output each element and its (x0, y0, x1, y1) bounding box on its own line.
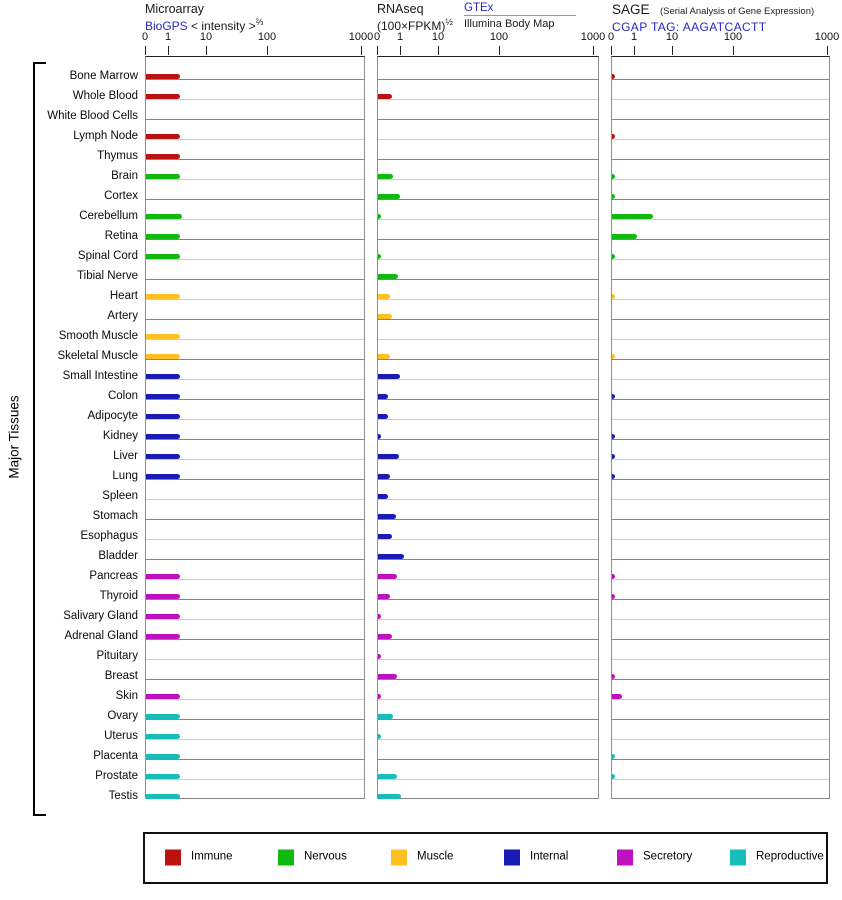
row-line (378, 439, 598, 440)
row-line (146, 259, 364, 260)
row-line (146, 319, 364, 320)
row-line (146, 739, 364, 740)
row-line (378, 739, 598, 740)
tissue-label: Artery (107, 310, 138, 322)
row-line (146, 179, 364, 180)
tissue-label: White Blood Cells (47, 110, 138, 122)
axis-tick (168, 46, 169, 55)
row-line (612, 439, 829, 440)
tissue-label: Placenta (93, 750, 138, 762)
row-line (612, 679, 829, 680)
row-line (146, 519, 364, 520)
row-line (378, 759, 598, 760)
row-line (378, 639, 598, 640)
rnaseq-bar-stomach (378, 514, 396, 519)
microarray-bar-skeletal-muscle (146, 354, 180, 359)
row-line (146, 659, 364, 660)
microarray-bar-brain (146, 174, 180, 179)
tissue-label: Colon (107, 390, 138, 402)
microarray-panel (145, 56, 365, 799)
biogps-link[interactable]: BioGPS (145, 19, 188, 33)
row-line (146, 279, 364, 280)
microarray-header (145, 2, 263, 33)
row-line (378, 499, 598, 500)
row-line (612, 559, 829, 560)
row-line (378, 619, 598, 620)
tissue-label: Skin (115, 690, 138, 702)
tissue-label: Prostate (95, 770, 138, 782)
row-line (612, 279, 829, 280)
sage-bar-breast (612, 674, 615, 679)
microarray-title: Microarray (145, 2, 205, 16)
legend-label: Internal (530, 850, 569, 863)
rnaseq-bar-cortex (378, 194, 400, 199)
rnaseq-bar-artery (378, 314, 392, 319)
legend-item-immune (165, 850, 275, 867)
tissue-label: Heart (109, 290, 138, 302)
row-line (612, 759, 829, 760)
microarray-bar-spinal-cord (146, 254, 180, 259)
rnaseq-bar-lung (378, 474, 390, 479)
row-line (378, 359, 598, 360)
row-line (612, 339, 829, 340)
illumina-body-map-label: Illumina Body Map (464, 18, 555, 30)
axis-tick-label: 10 (199, 31, 213, 43)
tissue-label: Bladder (98, 550, 138, 562)
sage-bar-prostate (612, 774, 615, 779)
cgap-link[interactable]: CGAP (612, 20, 648, 34)
microarray-bar-adipocyte (146, 414, 180, 419)
tissue-label: Adrenal Gland (64, 630, 138, 642)
row-line (612, 419, 829, 420)
microarray-bar-skin (146, 694, 180, 699)
row-line (146, 379, 364, 380)
rnaseq-panel (377, 56, 599, 799)
gtex-header (464, 2, 576, 30)
microarray-bar-testis (146, 794, 180, 799)
row-line (612, 639, 829, 640)
row-line (612, 139, 829, 140)
rnaseq-bar-pituitary (378, 654, 381, 659)
microarray-bar-cerebellum (146, 214, 182, 219)
legend-swatch-nervous (278, 850, 294, 866)
axis-tick-label: 0 (607, 31, 615, 43)
axis-tick (733, 46, 734, 55)
row-line (612, 79, 829, 80)
rnaseq-bar-cerebellum (378, 214, 381, 219)
axis-tick-label: 0 (373, 31, 381, 43)
rnaseq-bar-breast (378, 674, 397, 679)
row-line (378, 259, 598, 260)
row-line (378, 379, 598, 380)
tissue-label: Thyroid (99, 590, 138, 602)
rnaseq-bar-pancreas (378, 574, 397, 579)
row-line (146, 719, 364, 720)
rnaseq-bar-brain (378, 174, 393, 179)
microarray-bar-thymus (146, 154, 180, 159)
row-line (146, 699, 364, 700)
sage-bar-cerebellum (612, 214, 653, 219)
row-line (612, 699, 829, 700)
rnaseq-bar-bladder (378, 554, 404, 559)
tissue-label: Bone Marrow (69, 70, 138, 82)
tissue-label: Whole Blood (72, 90, 138, 102)
row-line (378, 119, 598, 120)
axis-tick (400, 46, 401, 55)
axis-tick (593, 46, 594, 55)
tissue-label: Liver (113, 450, 138, 462)
row-line (378, 659, 598, 660)
rnaseq-bar-spinal-cord (378, 254, 381, 259)
sage-bar-lymph-node (612, 134, 615, 139)
sage-bar-thyroid (612, 594, 615, 599)
row-line (146, 579, 364, 580)
microarray-bar-smooth-muscle (146, 334, 180, 339)
row-line (378, 199, 598, 200)
axis-tick-label: 10 (431, 31, 445, 43)
row-line (612, 99, 829, 100)
tissue-label: Salivary Gland (63, 610, 138, 622)
row-line (612, 779, 829, 780)
row-line (378, 798, 598, 799)
row-line (146, 99, 364, 100)
microarray-bar-retina (146, 234, 180, 239)
row-line (146, 299, 364, 300)
row-line (146, 439, 364, 440)
tissue-label: Esophagus (80, 530, 138, 542)
sage-bar-retina (612, 234, 637, 239)
legend (143, 832, 828, 884)
tissue-label: Pituitary (96, 650, 138, 662)
row-line (612, 659, 829, 660)
row-line (612, 399, 829, 400)
row-line (146, 119, 364, 120)
axis-tick (206, 46, 207, 55)
tissue-label: Kidney (102, 430, 138, 442)
row-line (146, 459, 364, 460)
axis-tick-label: 1000 (814, 31, 840, 43)
sage-title: SAGE (612, 2, 650, 17)
axis-tick (672, 46, 673, 55)
rnaseq-bar-testis (378, 794, 401, 799)
row-line (612, 619, 829, 620)
row-line (146, 239, 364, 240)
row-line (378, 479, 598, 480)
rnaseq-bar-adrenal-gland (378, 634, 392, 639)
microarray-bar-prostate (146, 774, 180, 779)
row-line (378, 139, 598, 140)
row-line (146, 619, 364, 620)
legend-label: Secretory (643, 850, 693, 863)
row-line (612, 219, 829, 220)
row-line (146, 499, 364, 500)
rnaseq-bar-prostate (378, 774, 397, 779)
row-line (378, 159, 598, 160)
gtex-link[interactable]: GTEx (464, 2, 494, 14)
row-line (612, 539, 829, 540)
rnaseq-bar-tibial-nerve (378, 274, 398, 279)
legend-swatch-reproductive (730, 850, 746, 866)
rnaseq-bar-skeletal-muscle (378, 354, 390, 359)
axis-tick-label: 100 (489, 31, 509, 43)
row-line (612, 739, 829, 740)
legend-item-muscle (391, 850, 501, 867)
row-line (378, 239, 598, 240)
row-line (146, 359, 364, 360)
row-line (612, 599, 829, 600)
sage-header (612, 1, 814, 34)
sage-bar-heart (612, 294, 615, 299)
row-line (378, 699, 598, 700)
legend-label: Immune (191, 850, 233, 863)
tissue-label: Tibial Nerve (77, 270, 138, 282)
legend-swatch-internal (504, 850, 520, 866)
row-line (146, 219, 364, 220)
tissue-label: Breast (104, 670, 138, 682)
row-line (612, 319, 829, 320)
microarray-bar-placenta (146, 754, 180, 759)
sage-bar-kidney (612, 434, 615, 439)
row-line (612, 119, 829, 120)
tissue-label: Ovary (107, 710, 138, 722)
legend-swatch-muscle (391, 850, 407, 866)
axis-tick (377, 46, 378, 55)
sage-bar-liver (612, 454, 615, 459)
tissue-label: Spleen (102, 490, 138, 502)
row-line (378, 99, 598, 100)
legend-item-internal (504, 850, 614, 867)
row-line (378, 319, 598, 320)
row-line (378, 599, 598, 600)
rnaseq-bar-ovary (378, 714, 393, 719)
row-line (378, 299, 598, 300)
row-line (612, 579, 829, 580)
tissue-label: Lung (112, 470, 138, 482)
tissue-label: Skeletal Muscle (57, 350, 138, 362)
legend-item-reproductive (730, 850, 840, 867)
row-line (378, 679, 598, 680)
microarray-bar-liver (146, 454, 180, 459)
axis-tick (499, 46, 500, 55)
tissue-label: Retina (104, 230, 138, 242)
rnaseq-bar-liver (378, 454, 399, 459)
sage-bar-spinal-cord (612, 254, 615, 259)
rnaseq-bar-adipocyte (378, 414, 388, 419)
rnaseq-bar-small-intestine (378, 374, 400, 379)
microarray-bar-adrenal-gland (146, 634, 180, 639)
rnaseq-bar-kidney (378, 434, 381, 439)
axis-tick (827, 46, 828, 55)
row-line (612, 259, 829, 260)
microarray-bar-kidney (146, 434, 180, 439)
legend-swatch-immune (165, 850, 181, 866)
row-line (378, 419, 598, 420)
row-line (378, 559, 598, 560)
sage-bar-placenta (612, 754, 615, 759)
row-line (378, 779, 598, 780)
microarray-bar-colon (146, 394, 180, 399)
sage-tag-label: TAG: AAGATCACTT (650, 20, 767, 34)
row-line (612, 159, 829, 160)
microarray-bar-uterus (146, 734, 180, 739)
row-line (612, 199, 829, 200)
rnaseq-bar-uterus (378, 734, 381, 739)
row-line (146, 639, 364, 640)
tissue-label: Thymus (97, 150, 138, 162)
row-line (146, 159, 364, 160)
microarray-bar-pancreas (146, 574, 180, 579)
axis-tick (267, 46, 268, 55)
legend-item-secretory (617, 850, 727, 867)
legend-label: Nervous (304, 850, 347, 863)
axis-tick-label: 1 (164, 31, 172, 43)
row-line (612, 499, 829, 500)
row-line (378, 79, 598, 80)
axis-tick (634, 46, 635, 55)
row-line (378, 279, 598, 280)
rnaseq-bar-spleen (378, 494, 388, 499)
tissue-label: Small Intestine (62, 370, 138, 382)
axis-tick-label: 1000 (580, 31, 606, 43)
sage-bar-skin (612, 694, 622, 699)
axis-tick (611, 46, 612, 55)
microarray-bar-lymph-node (146, 134, 180, 139)
tissue-label: Uterus (104, 730, 138, 742)
axis-tick-label: 100 (723, 31, 743, 43)
row-line (146, 79, 364, 80)
rnaseq-bar-heart (378, 294, 390, 299)
row-line (612, 798, 829, 799)
row-line (612, 479, 829, 480)
row-line (146, 759, 364, 760)
tissue-label: Cerebellum (79, 210, 138, 222)
rnaseq-header (377, 2, 453, 33)
row-line (146, 199, 364, 200)
row-line (378, 339, 598, 340)
legend-label: Muscle (417, 850, 454, 863)
tissue-label: Adipocyte (87, 410, 138, 422)
sage-panel (611, 56, 830, 799)
microarray-bar-lung (146, 474, 180, 479)
tissue-label: Spinal Cord (77, 250, 138, 262)
row-line (378, 459, 598, 460)
sage-bar-colon (612, 394, 615, 399)
row-line (378, 719, 598, 720)
microarray-bar-salivary-gland (146, 614, 180, 619)
tissue-label: Lymph Node (73, 130, 138, 142)
axis-tick-label: 10 (665, 31, 679, 43)
row-line (378, 219, 598, 220)
rnaseq-title: RNAseq (377, 2, 424, 16)
sage-bar-pancreas (612, 574, 615, 579)
axis-tick-label: 100 (257, 31, 277, 43)
y-axis-label: Major Tissues (6, 395, 22, 479)
tissue-label: Stomach (92, 510, 138, 522)
tissue-label: Brain (111, 170, 138, 182)
row-line (612, 519, 829, 520)
microarray-bar-ovary (146, 714, 180, 719)
rnaseq-bar-esophagus (378, 534, 392, 539)
sage-bar-lung (612, 474, 615, 479)
row-line (146, 479, 364, 480)
row-line (612, 359, 829, 360)
row-line (378, 579, 598, 580)
microarray-scale-label: < intensity >$^{\frac{2}{3}}$ (191, 17, 264, 33)
row-line (146, 599, 364, 600)
row-line (378, 539, 598, 540)
row-line (378, 399, 598, 400)
row-line (612, 459, 829, 460)
sage-bar-bone-marrow (612, 74, 615, 79)
rnaseq-bar-colon (378, 394, 388, 399)
axis-tick (145, 46, 146, 55)
row-line (378, 179, 598, 180)
legend-item-nervous (278, 850, 388, 867)
sage-bar-skeletal-muscle (612, 354, 615, 359)
row-line (612, 379, 829, 380)
row-line (146, 779, 364, 780)
rnaseq-bar-salivary-gland (378, 614, 381, 619)
axis-tick-label: 0 (141, 31, 149, 43)
row-line (612, 179, 829, 180)
row-line (378, 519, 598, 520)
row-line (146, 559, 364, 560)
microarray-bar-heart (146, 294, 180, 299)
legend-label: Reproductive (756, 850, 824, 863)
row-line (146, 539, 364, 540)
legend-swatch-secretory (617, 850, 633, 866)
sage-subtitle: (Serial Analysis of Gene Expression) (659, 6, 815, 17)
microarray-bar-small-intestine (146, 374, 180, 379)
sage-bar-cortex (612, 194, 615, 199)
row-line (612, 239, 829, 240)
rnaseq-bar-skin (378, 694, 381, 699)
axis-tick-label: 1 (630, 31, 638, 43)
axis-tick-label: 1000 (348, 31, 374, 43)
row-line (146, 399, 364, 400)
tissue-label: Cortex (104, 190, 138, 202)
row-line (146, 139, 364, 140)
microarray-bar-bone-marrow (146, 74, 180, 79)
tissue-label: Testis (108, 790, 138, 802)
row-line (612, 719, 829, 720)
axis-tick-label: 1 (396, 31, 404, 43)
row-line (146, 339, 364, 340)
microarray-bar-thyroid (146, 594, 180, 599)
row-line (612, 299, 829, 300)
rnaseq-scale-label: (100×FPKM)$^{\frac{1}{2}}$ (377, 17, 453, 33)
rnaseq-bar-thyroid (378, 594, 390, 599)
tissue-label: Smooth Muscle (58, 330, 138, 342)
sage-bar-brain (612, 174, 615, 179)
axis-tick (361, 46, 362, 55)
row-line (146, 419, 364, 420)
microarray-bar-whole-blood (146, 94, 180, 99)
rnaseq-bar-whole-blood (378, 94, 392, 99)
axis-tick (438, 46, 439, 55)
tissue-label: Pancreas (89, 570, 138, 582)
row-line (146, 679, 364, 680)
